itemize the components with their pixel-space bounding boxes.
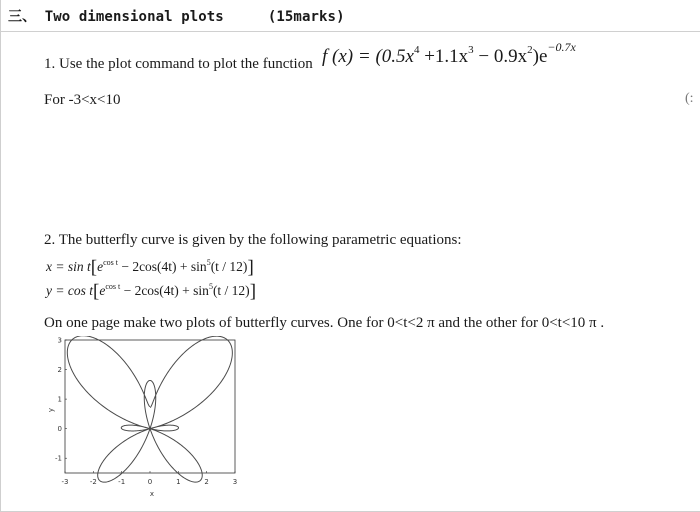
y-tick-label: -1 [55, 454, 62, 463]
section-title: Two dimensional plots [44, 9, 224, 25]
x-tick-label: 2 [204, 478, 209, 486]
x-axis-label: x [149, 490, 155, 498]
eqx-sin-power: 5 [206, 258, 211, 267]
x-tick-label: 0 [147, 478, 153, 486]
eqy-open-bracket: [ [92, 281, 100, 302]
eqy-sin-power: 5 [208, 282, 213, 291]
section-number: 三、 [8, 9, 37, 25]
question-1-text: 1. Use the plot command to plot the function [44, 56, 313, 72]
formula-term-4: )e [532, 46, 548, 67]
y-tick-label: 2 [57, 366, 62, 375]
eqy-mid: − 2cos(4t) + sin [120, 283, 209, 298]
equation-y [46, 281, 256, 303]
equation-x [46, 257, 254, 279]
y-tick-label: 3 [57, 336, 62, 345]
divider-top [0, 31, 700, 32]
butterfly-plot [45, 336, 245, 504]
section-marks: (15marks) [267, 9, 345, 25]
eqy-close-bracket: ] [249, 281, 257, 302]
x-tick-label: -1 [118, 478, 126, 486]
eqx-lhs: x = sin t [46, 259, 91, 274]
formula-pow-3: 3 [468, 44, 474, 56]
question-2-instruction: On one page make two plots of butterfly curves. One for 0<t<2 π and the other for 0<t<10 π . [44, 315, 605, 331]
eqx-open-bracket: [ [90, 257, 98, 278]
x-tick-label: -2 [89, 478, 97, 486]
formula-exponent: −0.7x [547, 40, 576, 54]
x-tick-label: 1 [176, 478, 181, 486]
eqx-mid: − 2cos(4t) + sin [117, 259, 207, 274]
x-tick-label: 3 [232, 478, 238, 486]
eqy-e-exponent: cos t [105, 282, 121, 291]
eqx-close-bracket: ] [247, 257, 254, 278]
question-2-text: 2. The butterfly curve is given by the following parametric equations: [44, 232, 462, 248]
formula-term-3: − 0.9x [473, 46, 528, 67]
x-tick-label: -3 [61, 478, 69, 486]
eqx-e: e [97, 259, 104, 274]
eqy-e: e [99, 283, 106, 298]
formula-pow-4: 4 [413, 44, 420, 56]
function-formula [322, 40, 576, 68]
y-axis-label: y [47, 407, 55, 413]
section-heading [8, 6, 345, 26]
formula-pow-2: 2 [527, 44, 533, 56]
eqx-tail: (t / 12) [210, 259, 248, 274]
question-1-range: For -3<x<10 [44, 92, 121, 108]
formula-term-2: +1.1x [419, 46, 469, 67]
eqy-lhs: y = cos t [46, 283, 93, 298]
eqy-tail: (t / 12) [212, 283, 250, 298]
y-tick-label: 0 [57, 425, 62, 434]
formula-lhs: f (x) = (0.5x [322, 46, 414, 67]
y-tick-label: 1 [57, 395, 62, 404]
eqx-e-exponent: cos t [103, 258, 118, 267]
cropped-edge-text: (: [685, 91, 694, 106]
